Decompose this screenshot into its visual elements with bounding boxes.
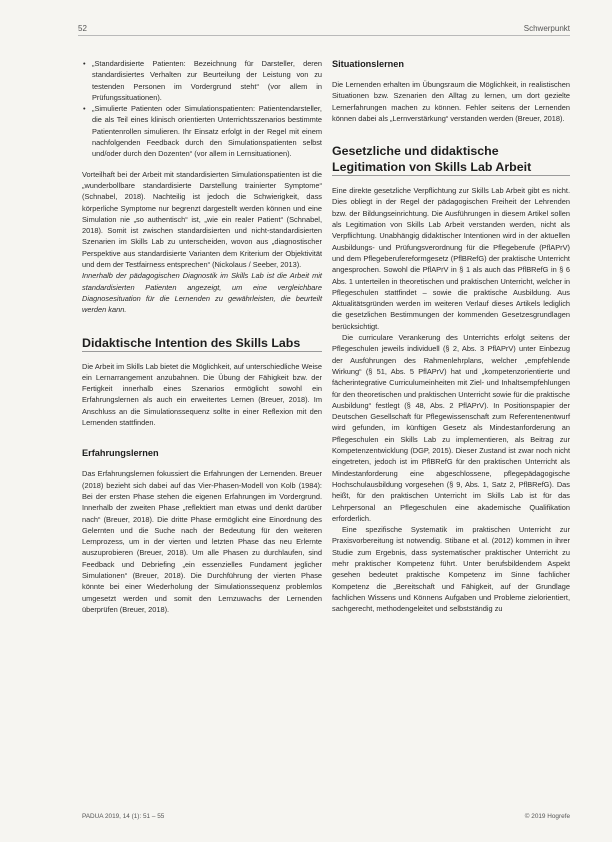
section-label: Schwerpunkt — [523, 24, 570, 33]
paragraph: Eine spezifische Systematik im praktischen Unterricht zur Praxisvorbereitung ist notwendig. Stibane et al. (2012) kommen in ihrer Studie zum Ergebnis, dass systematischer praktischer Unterricht zu mehr praktischer Kompetenz führt. Unter berufsbildendem Aspekt gesehen bedeutet praktische Kompetenz im Sinne fachlicher Kompetenz die „Bereitschaft und Fähigkeit, auf der Grundlage fachlichen Wissens und Könnens Aufgaben und Probleme zielorientiert, sachgerecht, methodengeleitet und selbstständig zu — [332, 525, 570, 614]
list-item — [83, 58, 322, 103]
list-item — [83, 103, 322, 159]
page-number: 52 — [78, 24, 87, 33]
definition-list — [82, 58, 322, 160]
subheading-situationslernen: Situationslernen — [332, 59, 404, 69]
paragraph: Die curriculare Verankerung des Unterrichts erfolgt seitens der Pflegeschulen jeweils individuell (§ 2, Abs. 3 PflAPrV) unter Einbezug der Ausführungen des Rahmenlehrplans, welcher „empfehlende Wirkung“ (§ 51, Abs. 5 PflAPrV) hat und „kompetenzorientierte und fächerintegrative Curriculumeinheiten mit Ziel- und Inhaltsempfehlungen für den theoretischen und praktischen Unterricht sowie für die praktische Ausbildung“ festlegt (§ 48, Abs. 2 PflAPrV). In Positionspapier der Deutschen Gesellschaft für Pflegewissenschaft zum Referentenentwurf wird gefunden, im künftigen Gesetz als Mindestanforderung an Pflegeschulen ein Skills Lab zu implementieren, als Beitrag zur Kompetenzentwicklung (DGP, 2015). Dieser Zustand ist zwar noch nicht eingetreten, jedoch ist im PflBRefG für den praktischen Unterricht als Mindestanforderung eine abgeschlossene, pflegepädagogische Hochschulausbildung vorgesehen (§ 9, Abs. 1, Satz 2, PflBRefG). Das heißt, für den praktischen Unterricht im Skills Lab ist für das Lehrpersonal an Pflegeschulen eine akademische Qualifikation erforderlich. — [332, 333, 570, 523]
left-column — [82, 58, 322, 615]
paragraph: Die Arbeit im Skills Lab bietet die Möglichkeit, auf unterschiedliche Weise ein Lernarrangement anzubahnen. Die Übung der Fähigkeit bzw. der Fertigkeit innerhalb eines Szenarios ermöglicht sowohl ein Erfahrungslernen als auch ein erweitertes Lernen (Breuer, 2018). Im Anschluss an die Simulationssequenz sollte in einer Reflexion mit den Lernenden stattfinden. — [82, 361, 322, 428]
header-rule — [78, 35, 570, 36]
paragraph: Vorteilhaft bei der Arbeit mit standardisierten Simulationspatienten ist die „wunderbollbare standardisierte Darstellung trainierter Symptome“ (Schnabel, 2018). Nachteilig ist jedoch die Schwierigkeit, dass körperliche Symptome nur begrenzt dargestellt werden können und eine Simulation nie „so authentisch“ ist, „wie ein realer Patient“ (Schnabel, 2018). Somit ist zwischen standardisierten und nicht-standardisierten Szenarien im Skills Lab zu unterscheiden, wovon aus „diagnostischer Perspektive aus standardisierte Varianten dem Kriterium der Objektivität und dem der Testfairness entsprechen“ (Nickolaus / Seeber, 2013). — [82, 169, 322, 270]
subheading-erfahrungslernen: Erfahrungslernen — [82, 448, 159, 459]
bullet-icon: • — [83, 104, 86, 114]
list-item-text: „Standardisierte Patienten: Bezeichnung für Darsteller, deren standardisiertes Verhalten zur Beurteilung der Leistung von zu testenden Personen im Vordergrund steht“ (vor allem in Prüfungssituationen). — [92, 59, 322, 102]
paragraph: Eine direkte gesetzliche Verpflichtung zur Skills Lab Arbeit gibt es nicht. Dies obliegt in der Regel der pädagogischen Freiheit der Lehrenden bzw. der Bildungseinrichtung. Die Ausführungen in diesem Artikel sollen als Legitimation von Skills Lab Arbeit verstanden werden, nicht als Verpflichtung. Unabhängig didaktischer Intentionen wird in der aktuellen Ausbildungs- und Prüfungsverordnung für die Pflegeberufe (PflAPrV) und dem Pflegeberufereformgesetz (PflBRefG) der praktische Unterricht angesprochen. Sowohl die PflAPrV in § 1 als auch das PflBRefG in § 6 Abs. 1 unterteilen in theoretischen und praktischen Unterricht, welcher in Pflegeschulen stattfindet – sowie die praktische Ausbildung. Aus Aktualitätsgründen werden im weiteren Verlauf dieses Artikels lediglich die gesetzlichen Bestimmungen der kommenden Gesetzesgrundlagen berücksichtigt. — [332, 186, 570, 331]
section-heading-intention: Didaktische Intention des Skills Labs — [82, 335, 301, 350]
paragraph: Das Erfahrungslernen fokussiert die Erfahrungen der Lernenden. Breuer (2018) bezieht sich dabei auf das Vier-Phasen-Modell von Kolb (1984): Bei der ersten Phase stehen die eigenen Erfahrungen im Vordergrund. Innerhalb der zweiten Phase „reflektiert man etwas und denkt darüber nach“ (Breuer, 2018). Die dritte Phase ermöglicht eine Einordnung des Gelernten und die Suche nach der Bedeutung für den weiteren Lernprozess, um in der vierten und letzten Phase das neu Erlernte auszuprobieren (Breuer, 2018). Um alle Phasen zu durchlaufen, sind Feedback und Debriefing „ein essenzielles Fundament jeglicher Simulationen“ (Breuer, 2018). Die Durchführung der vierten Phase könnte bei einer Wiederholung der Simulationssequenz problemlos umgesetzt werden und somit den Lernzuwachs der Lernenden überprüfen (Breuer, 2018). — [82, 469, 322, 614]
paragraph: Die Lernenden erhalten im Übungsraum die Möglichkeit, in realistischen Situationen bzw. Szenarien den Alltag zu lernen, um dort gezielte Lernerfahrungen machen zu können. Fehler seitens der Lernenden können dabei als „Lernverstärkung“ verstanden werden (Breuer, 2018). — [332, 80, 570, 123]
list-item-text: „Simulierte Patienten oder Simulationspatienten: Patientendarsteller, die als Teil eines klinisch orientierten Unterrichtsszenarios bestimmte Patientenrollen simulieren. Ihr Einsatz erfolgt in der Regel mit einem nachfolgenden Feedback durch den Simulationspatienten selbst und/oder durch den Dozenten“ (vor allem in Lernsituationen). — [92, 104, 322, 159]
footer-citation: PADUA 2019, 14 (1): 51 – 55 — [82, 813, 165, 820]
right-column — [332, 58, 570, 614]
heading-rule — [332, 175, 570, 176]
bullet-icon: • — [83, 59, 86, 68]
footer-publisher: © 2019 Hogrefe — [524, 813, 570, 820]
highlight-paragraph: Innerhalb der pädagogischen Diagnostik im Skills Lab ist die Arbeit mit standardisierten Patienten angezeigt, um eine vergleichbare Diagnosesituation für die Lernenden zu gewährleisten, die beurteilt werden kann. — [82, 271, 322, 315]
heading-rule — [82, 351, 322, 352]
section-heading-legitimation: Gesetzliche und didaktische Legitimation von Skills Lab Arbeit — [332, 144, 532, 175]
